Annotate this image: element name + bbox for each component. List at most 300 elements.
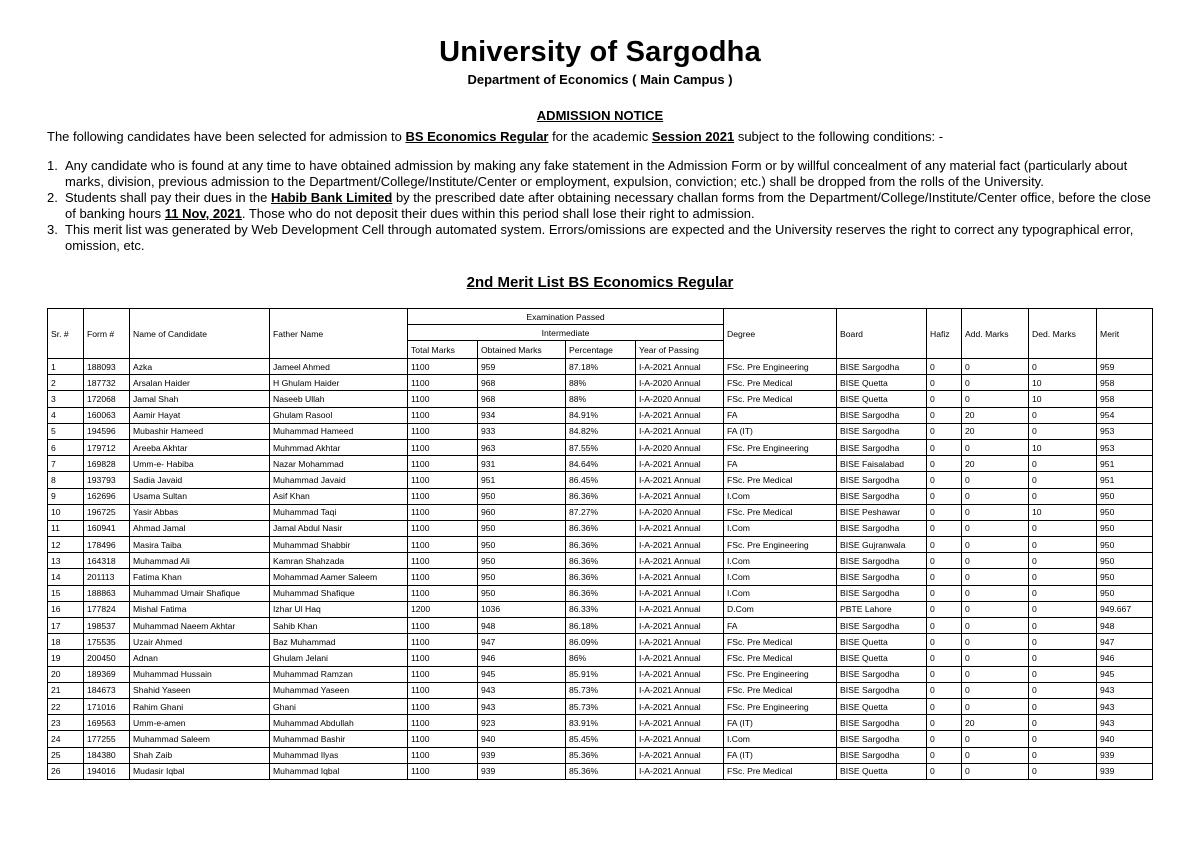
cell-sr: 2 (48, 375, 84, 391)
cell-merit: 943 (1097, 698, 1153, 714)
session-name: Session 2021 (651, 129, 735, 144)
cell-form: 179712 (84, 439, 130, 455)
cell-hafiz: 0 (927, 650, 962, 666)
cell-year: I-A-2021 Annual (636, 359, 724, 375)
cell-merit: 958 (1097, 391, 1153, 407)
cell-degree: FSc. Pre Engineering (724, 698, 837, 714)
header-year: Year of Passing (636, 341, 724, 359)
cell-total-marks: 1100 (408, 666, 478, 682)
cell-board: BISE Sargodha (837, 423, 927, 439)
cell-sr: 15 (48, 585, 84, 601)
cell-total-marks: 1100 (408, 698, 478, 714)
cell-name: Muhammad Naeem Akhtar (130, 618, 270, 634)
cell-add-marks: 0 (962, 698, 1029, 714)
cell-total-marks: 1100 (408, 456, 478, 472)
cell-total-marks: 1100 (408, 423, 478, 439)
cell-add-marks: 0 (962, 391, 1029, 407)
cell-father: Kamran Shahzada (270, 553, 408, 569)
cell-name: Adnan (130, 650, 270, 666)
cell-ded-marks: 0 (1029, 569, 1097, 585)
cell-sr: 17 (48, 618, 84, 634)
cell-ded-marks: 0 (1029, 763, 1097, 779)
cell-name: Azka (130, 359, 270, 375)
cell-board: PBTE Lahore (837, 601, 927, 617)
cell-form: 194596 (84, 423, 130, 439)
cell-sr: 20 (48, 666, 84, 682)
cell-name: Mudasir Iqbal (130, 763, 270, 779)
cell-percentage: 86.36% (566, 553, 636, 569)
cell-name: Aamir Hayat (130, 407, 270, 423)
header-percentage: Percentage (566, 341, 636, 359)
cell-percentage: 88% (566, 391, 636, 407)
cell-hafiz: 0 (927, 715, 962, 731)
cell-obtained-marks: 968 (478, 375, 566, 391)
cell-hafiz: 0 (927, 553, 962, 569)
cell-year: I-A-2021 Annual (636, 698, 724, 714)
cell-sr: 12 (48, 537, 84, 553)
cell-board: BISE Sargodha (837, 747, 927, 763)
cell-form: 200450 (84, 650, 130, 666)
cell-hafiz: 0 (927, 601, 962, 617)
cell-degree: FSc. Pre Medical (724, 682, 837, 698)
cell-degree: FA (724, 456, 837, 472)
cell-ded-marks: 0 (1029, 666, 1097, 682)
cell-form: 171016 (84, 698, 130, 714)
cell-degree: FA (IT) (724, 715, 837, 731)
cell-add-marks: 0 (962, 537, 1029, 553)
cell-merit: 943 (1097, 715, 1153, 731)
cell-add-marks: 0 (962, 472, 1029, 488)
cell-obtained-marks: 1036 (478, 601, 566, 617)
cell-total-marks: 1100 (408, 359, 478, 375)
cell-degree: FSc. Pre Medical (724, 763, 837, 779)
cell-sr: 25 (48, 747, 84, 763)
cell-name: Umm-e-amen (130, 715, 270, 731)
page-title: University of Sargodha (439, 36, 761, 68)
cell-hafiz: 0 (927, 618, 962, 634)
cell-father: Muhammad Taqi (270, 504, 408, 520)
cell-father: Izhar Ul Haq (270, 601, 408, 617)
table-row (48, 472, 1153, 488)
table-row (48, 439, 1153, 455)
table-row (48, 601, 1153, 617)
cell-sr: 10 (48, 504, 84, 520)
cell-father: Muhmmad Akhtar (270, 439, 408, 455)
cell-add-marks: 0 (962, 359, 1029, 375)
table-row (48, 618, 1153, 634)
cell-name: Shahid Yaseen (130, 682, 270, 698)
cell-add-marks: 0 (962, 650, 1029, 666)
cell-ded-marks: 0 (1029, 553, 1097, 569)
cell-board: BISE Sargodha (837, 618, 927, 634)
cell-father: Muhammad Yaseen (270, 682, 408, 698)
cell-merit: 950 (1097, 488, 1153, 504)
table-row (48, 731, 1153, 747)
cell-percentage: 86.45% (566, 472, 636, 488)
cell-merit: 958 (1097, 375, 1153, 391)
cell-sr: 21 (48, 682, 84, 698)
cell-father: Nazar Mohammad (270, 456, 408, 472)
cell-obtained-marks: 931 (478, 456, 566, 472)
cell-degree: FA (IT) (724, 423, 837, 439)
cell-hafiz: 0 (927, 666, 962, 682)
cell-add-marks: 0 (962, 731, 1029, 747)
cell-hafiz: 0 (927, 488, 962, 504)
cell-merit: 943 (1097, 682, 1153, 698)
cell-board: BISE Quetta (837, 391, 927, 407)
cell-name: Rahim Ghani (130, 698, 270, 714)
cell-form: 194016 (84, 763, 130, 779)
cell-merit: 948 (1097, 618, 1153, 634)
cell-hafiz: 0 (927, 407, 962, 423)
table-row (48, 520, 1153, 536)
cell-percentage: 85.36% (566, 763, 636, 779)
cell-sr: 14 (48, 569, 84, 585)
cell-father: Muhammad Ilyas (270, 747, 408, 763)
cell-form: 187732 (84, 375, 130, 391)
cell-merit: 950 (1097, 553, 1153, 569)
cell-merit: 950 (1097, 520, 1153, 536)
cell-name: Ahmad Jamal (130, 520, 270, 536)
cell-add-marks: 0 (962, 682, 1029, 698)
cell-ded-marks: 0 (1029, 698, 1097, 714)
cell-merit: 939 (1097, 747, 1153, 763)
cell-add-marks: 0 (962, 520, 1029, 536)
table-row (48, 359, 1153, 375)
cell-board: BISE Quetta (837, 763, 927, 779)
cell-percentage: 86.36% (566, 520, 636, 536)
cell-ded-marks: 0 (1029, 731, 1097, 747)
cell-form: 201113 (84, 569, 130, 585)
cell-total-marks: 1100 (408, 618, 478, 634)
cell-add-marks: 20 (962, 407, 1029, 423)
cell-total-marks: 1100 (408, 520, 478, 536)
cell-form: 184673 (84, 682, 130, 698)
cell-add-marks: 0 (962, 634, 1029, 650)
cell-name: Yasir Abbas (130, 504, 270, 520)
cell-total-marks: 1100 (408, 553, 478, 569)
cell-year: I-A-2021 Annual (636, 666, 724, 682)
cell-father: Muhammad Hameed (270, 423, 408, 439)
cell-add-marks: 0 (962, 504, 1029, 520)
cell-board: BISE Sargodha (837, 472, 927, 488)
cell-obtained-marks: 963 (478, 439, 566, 455)
table-row (48, 763, 1153, 779)
cell-total-marks: 1100 (408, 375, 478, 391)
header-hafiz: Hafiz (927, 309, 962, 359)
cell-degree: FSc. Pre Medical (724, 472, 837, 488)
cell-hafiz: 0 (927, 504, 962, 520)
cell-father: Muhammad Bashir (270, 731, 408, 747)
cell-father: Muhammad Iqbal (270, 763, 408, 779)
header-father: Father Name (270, 309, 408, 359)
cell-year: I-A-2021 Annual (636, 488, 724, 504)
cell-year: I-A-2021 Annual (636, 650, 724, 666)
cell-ded-marks: 0 (1029, 747, 1097, 763)
cell-board: BISE Sargodha (837, 553, 927, 569)
cell-sr: 24 (48, 731, 84, 747)
table-row (48, 504, 1153, 520)
table-row (48, 488, 1153, 504)
cell-total-marks: 1100 (408, 585, 478, 601)
conditions-list (47, 158, 1157, 254)
cell-add-marks: 20 (962, 715, 1029, 731)
cell-ded-marks: 0 (1029, 682, 1097, 698)
cell-form: 169828 (84, 456, 130, 472)
cell-name: Masira Taiba (130, 537, 270, 553)
cell-name: Fatima Khan (130, 569, 270, 585)
cell-degree: I.Com (724, 569, 837, 585)
cell-name: Muhammad Hussain (130, 666, 270, 682)
cell-board: BISE Quetta (837, 375, 927, 391)
cell-ded-marks: 0 (1029, 488, 1097, 504)
cell-percentage: 86% (566, 650, 636, 666)
cell-form: 188093 (84, 359, 130, 375)
header-board: Board (837, 309, 927, 359)
cell-total-marks: 1100 (408, 504, 478, 520)
cell-obtained-marks: 934 (478, 407, 566, 423)
cell-form: 177255 (84, 731, 130, 747)
cell-sr: 5 (48, 423, 84, 439)
cell-sr: 19 (48, 650, 84, 666)
cell-board: BISE Faisalabad (837, 456, 927, 472)
cell-board: BISE Sargodha (837, 569, 927, 585)
header-merit: Merit (1097, 309, 1153, 359)
cell-total-marks: 1100 (408, 650, 478, 666)
cell-father: Muhammad Ramzan (270, 666, 408, 682)
cell-obtained-marks: 939 (478, 763, 566, 779)
cell-total-marks: 1100 (408, 391, 478, 407)
cell-father: Muhammad Shabbir (270, 537, 408, 553)
cell-name: Jamal Shah (130, 391, 270, 407)
condition-item: 2. Students shall pay their dues in the Habib Bank Limited by the prescribed date after obtaining necessary challan forms from the Department/College/Institute/Center office, before the close of banking hours 11 Nov, 2021. Those who do not deposit their dues within this period shall lose their right to admission. (47, 190, 1151, 221)
cell-name: Usama Sultan (130, 488, 270, 504)
cell-year: I-A-2021 Annual (636, 407, 724, 423)
cell-year: I-A-2021 Annual (636, 715, 724, 731)
cell-board: BISE Quetta (837, 650, 927, 666)
cell-father: Ghulam Rasool (270, 407, 408, 423)
cell-percentage: 86.36% (566, 488, 636, 504)
cell-sr: 26 (48, 763, 84, 779)
cell-sr: 9 (48, 488, 84, 504)
header-exam-passed: Examination Passed (408, 309, 724, 325)
cell-merit: 950 (1097, 504, 1153, 520)
cell-name: Muhammad Saleem (130, 731, 270, 747)
cell-degree: I.Com (724, 520, 837, 536)
table-row (48, 391, 1153, 407)
cell-percentage: 86.36% (566, 569, 636, 585)
cell-obtained-marks: 947 (478, 634, 566, 650)
cell-ded-marks: 10 (1029, 375, 1097, 391)
cell-hafiz: 0 (927, 537, 962, 553)
cell-merit: 951 (1097, 456, 1153, 472)
cell-percentage: 87.27% (566, 504, 636, 520)
cell-obtained-marks: 946 (478, 650, 566, 666)
cell-board: BISE Sargodha (837, 666, 927, 682)
table-row (48, 537, 1153, 553)
header-sr: Sr. # (48, 309, 84, 359)
cell-add-marks: 0 (962, 601, 1029, 617)
cell-board: BISE Sargodha (837, 715, 927, 731)
cell-form: 184380 (84, 747, 130, 763)
cell-total-marks: 1100 (408, 715, 478, 731)
cell-sr: 22 (48, 698, 84, 714)
cell-father: Naseeb Ullah (270, 391, 408, 407)
cell-percentage: 86.36% (566, 585, 636, 601)
cell-percentage: 84.64% (566, 456, 636, 472)
cell-ded-marks: 0 (1029, 618, 1097, 634)
cell-total-marks: 1100 (408, 439, 478, 455)
cell-ded-marks: 0 (1029, 601, 1097, 617)
cell-board: BISE Sargodha (837, 359, 927, 375)
cell-hafiz: 0 (927, 569, 962, 585)
cell-total-marks: 1100 (408, 634, 478, 650)
cell-father: Muhammad Shafique (270, 585, 408, 601)
header-total-marks: Total Marks (408, 341, 478, 359)
cell-degree: FA (724, 407, 837, 423)
cell-total-marks: 1200 (408, 601, 478, 617)
cell-total-marks: 1100 (408, 682, 478, 698)
cell-name: Areeba Akhtar (130, 439, 270, 455)
cell-year: I-A-2021 Annual (636, 585, 724, 601)
cell-merit: 950 (1097, 569, 1153, 585)
cell-hafiz: 0 (927, 585, 962, 601)
cell-degree: FA (IT) (724, 747, 837, 763)
cell-degree: I.Com (724, 488, 837, 504)
cell-merit: 947 (1097, 634, 1153, 650)
cell-hafiz: 0 (927, 423, 962, 439)
cell-sr: 4 (48, 407, 84, 423)
cell-add-marks: 0 (962, 763, 1029, 779)
cell-ded-marks: 0 (1029, 472, 1097, 488)
cell-name: Muhammad Umair Shafique (130, 585, 270, 601)
table-row (48, 634, 1153, 650)
header-form: Form # (84, 309, 130, 359)
cell-percentage: 87.55% (566, 439, 636, 455)
header-degree: Degree (724, 309, 837, 359)
header-add-marks: Add. Marks (962, 309, 1029, 359)
cell-degree: FSc. Pre Engineering (724, 439, 837, 455)
cell-obtained-marks: 943 (478, 698, 566, 714)
merit-table (47, 308, 1153, 780)
cell-ded-marks: 0 (1029, 423, 1097, 439)
cell-year: I-A-2021 Annual (636, 423, 724, 439)
cell-form: 162696 (84, 488, 130, 504)
cell-degree: I.Com (724, 585, 837, 601)
notice-heading: ADMISSION NOTICE (536, 108, 664, 123)
cell-ded-marks: 0 (1029, 634, 1097, 650)
cell-name: Sadia Javaid (130, 472, 270, 488)
cell-father: Mohammad Aamer Saleem (270, 569, 408, 585)
table-row (48, 375, 1153, 391)
cell-name: Arsalan Haider (130, 375, 270, 391)
cell-merit: 953 (1097, 423, 1153, 439)
cell-hafiz: 0 (927, 747, 962, 763)
cell-merit: 939 (1097, 763, 1153, 779)
cell-percentage: 86.09% (566, 634, 636, 650)
cell-form: 198537 (84, 618, 130, 634)
cell-father: H Ghulam Haider (270, 375, 408, 391)
table-row (48, 747, 1153, 763)
cell-hafiz: 0 (927, 472, 962, 488)
cell-merit: 940 (1097, 731, 1153, 747)
cell-percentage: 85.73% (566, 698, 636, 714)
cell-degree: I.Com (724, 553, 837, 569)
cell-hafiz: 0 (927, 634, 962, 650)
cell-ded-marks: 0 (1029, 537, 1097, 553)
table-row (48, 715, 1153, 731)
cell-father: Jameel Ahmed (270, 359, 408, 375)
cell-board: BISE Sargodha (837, 682, 927, 698)
deadline-date: 11 Nov, 2021 (164, 206, 242, 221)
cell-year: I-A-2020 Annual (636, 375, 724, 391)
cell-form: 169563 (84, 715, 130, 731)
cell-year: I-A-2021 Annual (636, 553, 724, 569)
cell-merit: 946 (1097, 650, 1153, 666)
cell-year: I-A-2020 Annual (636, 439, 724, 455)
cell-degree: FSc. Pre Medical (724, 375, 837, 391)
cell-obtained-marks: 923 (478, 715, 566, 731)
header-ded-marks: Ded. Marks (1029, 309, 1097, 359)
cell-name: Mishal Fatima (130, 601, 270, 617)
cell-total-marks: 1100 (408, 537, 478, 553)
cell-sr: 13 (48, 553, 84, 569)
cell-obtained-marks: 968 (478, 391, 566, 407)
program-name: BS Economics Regular (405, 129, 549, 144)
cell-ded-marks: 10 (1029, 439, 1097, 455)
cell-merit: 950 (1097, 585, 1153, 601)
cell-add-marks: 0 (962, 375, 1029, 391)
table-row (48, 698, 1153, 714)
cell-add-marks: 20 (962, 423, 1029, 439)
cell-father: Ghulam Jelani (270, 650, 408, 666)
cell-board: BISE Peshawar (837, 504, 927, 520)
cell-year: I-A-2021 Annual (636, 472, 724, 488)
cell-father: Muhammad Abdullah (270, 715, 408, 731)
cell-degree: D.Com (724, 601, 837, 617)
cell-merit: 950 (1097, 537, 1153, 553)
cell-obtained-marks: 939 (478, 747, 566, 763)
cell-percentage: 85.91% (566, 666, 636, 682)
cell-form: 177824 (84, 601, 130, 617)
cell-hafiz: 0 (927, 375, 962, 391)
cell-ded-marks: 10 (1029, 504, 1097, 520)
table-row (48, 569, 1153, 585)
cell-merit: 949.667 (1097, 601, 1153, 617)
cell-name: Umm-e- Habiba (130, 456, 270, 472)
cell-obtained-marks: 950 (478, 537, 566, 553)
cell-ded-marks: 10 (1029, 391, 1097, 407)
cell-father: Jamal Abdul Nasir (270, 520, 408, 536)
cell-hafiz: 0 (927, 359, 962, 375)
cell-obtained-marks: 943 (478, 682, 566, 698)
merit-table-body (48, 359, 1153, 780)
cell-form: 189369 (84, 666, 130, 682)
condition-item: 1. Any candidate who is found at any time to have obtained admission by making any fake statement in the Admission Form or by willful concealment of any material fact (particularly about marks, division, previous admission to the Department/College/Institute/Center or employment, expulsion, conviction; etc.) shall be dropped from the rolls of the University. (47, 158, 1128, 189)
merit-list-title: 2nd Merit List BS Economics Regular (466, 274, 734, 291)
cell-year: I-A-2021 Annual (636, 682, 724, 698)
cell-degree: FA (724, 618, 837, 634)
condition-item: 3. This merit list was generated by Web Development Cell through automated system. Errors/omissions are expected and the University reserves the right to correct any typographical error, omission, etc. (47, 222, 1134, 253)
cell-hafiz: 0 (927, 731, 962, 747)
cell-year: I-A-2021 Annual (636, 634, 724, 650)
cell-ded-marks: 0 (1029, 359, 1097, 375)
cell-percentage: 85.36% (566, 747, 636, 763)
cell-name: Shah Zaib (130, 747, 270, 763)
cell-sr: 16 (48, 601, 84, 617)
cell-year: I-A-2021 Annual (636, 537, 724, 553)
cell-board: BISE Sargodha (837, 488, 927, 504)
